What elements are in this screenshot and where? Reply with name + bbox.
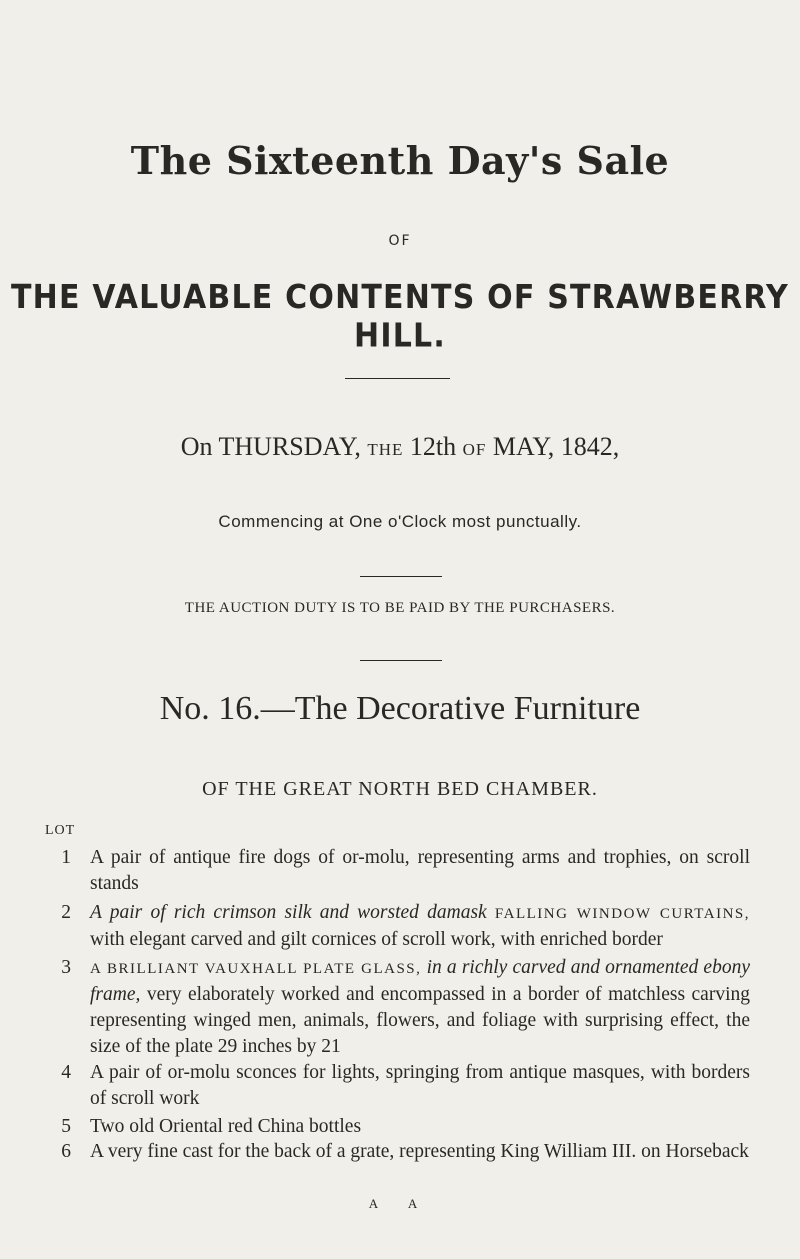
lot-item (61, 1114, 750, 1140)
date-of: OF (462, 440, 487, 459)
date-month: MAY, (492, 432, 555, 461)
lot-description-italic: A pair of rich crimson silk and worsted damask (90, 902, 487, 923)
lot-description: A pair of antique fire dogs of or-molu, representing arms and trophies, on scroll stands (90, 847, 750, 894)
lot-description-italic: in a richly carved and ornamented ebony frame, (90, 957, 750, 1005)
lot-description-caps: A BRILLIANT VAUXHALL PLATE GLASS, (90, 961, 422, 977)
lot-item (61, 1060, 750, 1112)
lot-description: A very fine cast for the back of a grate, representing King William III. on Horseback (90, 1141, 749, 1162)
lot-description-caps: FALLING WINDOW CURTAINS, (494, 906, 751, 922)
duty-notice: THE AUCTION DUTY IS TO BE PAID BY THE PURCHASERS. (184, 600, 616, 616)
date-line (0, 432, 800, 462)
of-word: OF (388, 233, 412, 249)
lot-item (61, 900, 751, 953)
main-title: THE VALUABLE CONTENTS OF STRAWBERRY HILL. (11, 278, 789, 356)
date-day-number: 12th (409, 432, 457, 461)
lot-description: A pair of or-molu sconces for lights, springing from antique masques, with borders of scroll work (90, 1062, 750, 1109)
lot-item (61, 955, 750, 1060)
lot-number: 1 (61, 847, 71, 868)
sale-title: The Sixteenth Day's Sale (130, 138, 670, 183)
date-the: THE (367, 440, 404, 459)
lot-number: 3 (61, 957, 71, 978)
lot-description: very elaborately worked and encompassed in a border of matchless carving representing winged men, animals, flowers, and foliage with surprising effect, the size of the plate 29 inches by 21 (90, 984, 750, 1057)
date-on: On (180, 432, 213, 461)
commencing-notice: Commencing at One o'Clock most punctually. (218, 512, 582, 531)
divider-rule (345, 378, 450, 379)
divider-rule (360, 660, 442, 661)
lot-number: 6 (61, 1141, 71, 1162)
lot-description: with elegant carved and gilt cornices of scroll work, with enriched border (90, 929, 663, 950)
signature-mark: A A (368, 1196, 432, 1211)
lot-number: 4 (61, 1062, 71, 1083)
lot-item (61, 1139, 750, 1165)
lot-item (61, 845, 750, 897)
date-day: THURSDAY, (218, 432, 361, 461)
divider-rule (360, 576, 442, 577)
section-subtitle: OF THE GREAT NORTH BED CHAMBER. (202, 778, 598, 800)
lot-number: 5 (61, 1116, 71, 1137)
lot-column-label: LOT (45, 823, 76, 838)
lot-description: Two old Oriental red China bottles (90, 1116, 362, 1137)
section-title: No. 16.—The Decorative Furniture (159, 690, 641, 727)
lot-number: 2 (61, 902, 71, 923)
date-year: 1842, (560, 432, 620, 461)
